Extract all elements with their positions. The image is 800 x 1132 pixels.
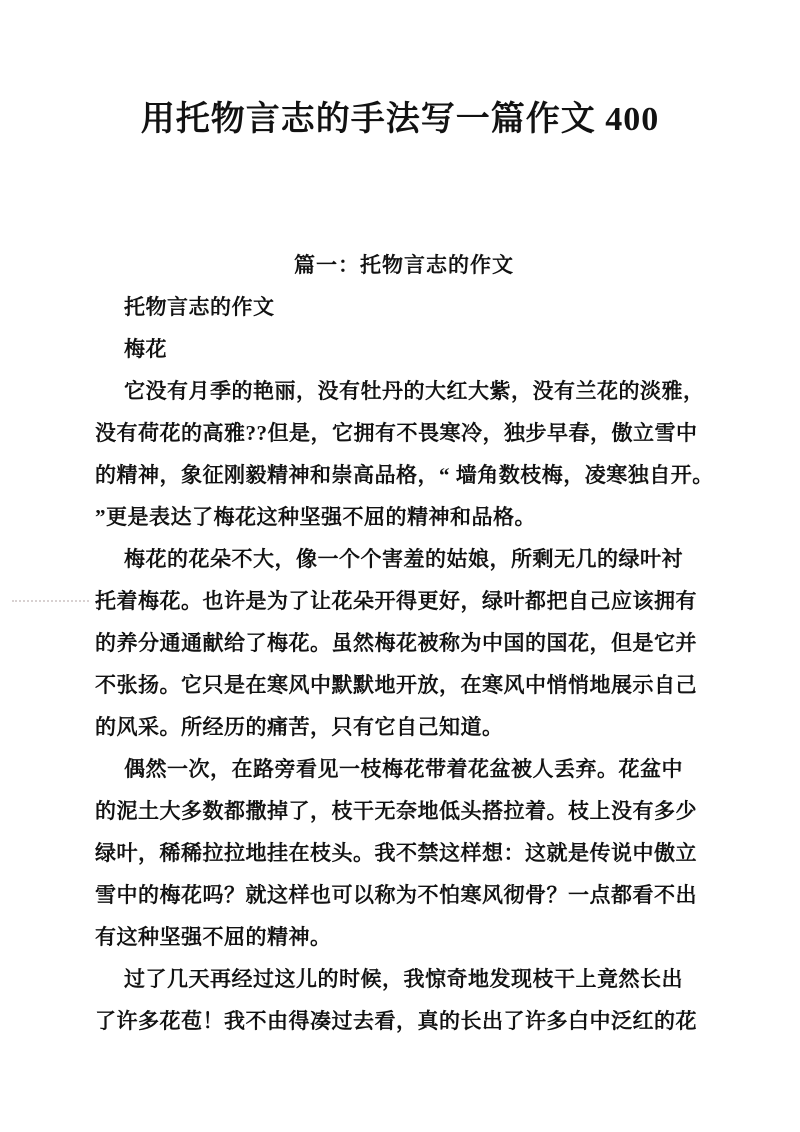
scan-artifact-dotted-line (12, 600, 89, 602)
text-line: 偶然一次，在路旁看见一枝梅花带着花盆被人丢弃。花盆中 (124, 757, 683, 781)
text-line: ”更是表达了梅花这种坚强不屈的精神和品格。 (95, 505, 536, 529)
text-line: 了许多花苞！我不由得凑过去看，真的长出了许多白中泛红的花 (95, 1009, 697, 1033)
text-line: 它没有月季的艳丽，没有牡丹的大红大紫，没有兰花的淡雅， (124, 379, 705, 403)
document-title: 用托物言志的手法写一篇作文 400 (140, 101, 660, 138)
text-line: 托着梅花。也许是为了让花朵开得更好，绿叶都把自己应该拥有 (95, 589, 697, 613)
text-line: 不张扬。它只是在寒风中默默地开放，在寒风中悄悄地展示自己 (95, 673, 697, 697)
text-line: 梅花的花朵不大，像一个个害羞的姑娘，所剩无几的绿叶衬 (124, 547, 683, 571)
paragraph-lines (95, 286, 713, 1042)
text-line: 的精神，象征刚毅精神和崇高品格，“ 墙角数枝梅，凌寒独自开。 (95, 463, 714, 487)
text-line: 的泥土大多数都撒掉了，枝干无奈地低头搭拉着。枝上没有多少 (95, 799, 697, 823)
text-line: 没有荷花的高雅??但是，它拥有不畏寒冷，独步早春，傲立雪中 (95, 421, 698, 445)
text-line: 托物言志的作文 (124, 295, 275, 319)
section-heading: 篇一：托物言志的作文 (294, 253, 514, 277)
text-line: 的风采。所经历的痛苦，只有它自己知道。 (95, 715, 504, 739)
document-body (95, 244, 713, 1042)
text-line: 梅花 (124, 337, 167, 361)
text-line: 的养分通通献给了梅花。虽然梅花被称为中国的国花，但是它并 (95, 631, 697, 655)
text-line: 绿叶，稀稀拉拉地挂在枝头。我不禁这样想：这就是传说中傲立 (95, 841, 697, 865)
text-line: 有这种坚强不屈的精神。 (95, 925, 332, 949)
text-line: 雪中的梅花吗？就这样也可以称为不怕寒风彻骨？一点都看不出 (95, 883, 697, 907)
text-line: 过了几天再经过这儿的时候，我惊奇地发现枝干上竟然长出 (124, 967, 683, 991)
